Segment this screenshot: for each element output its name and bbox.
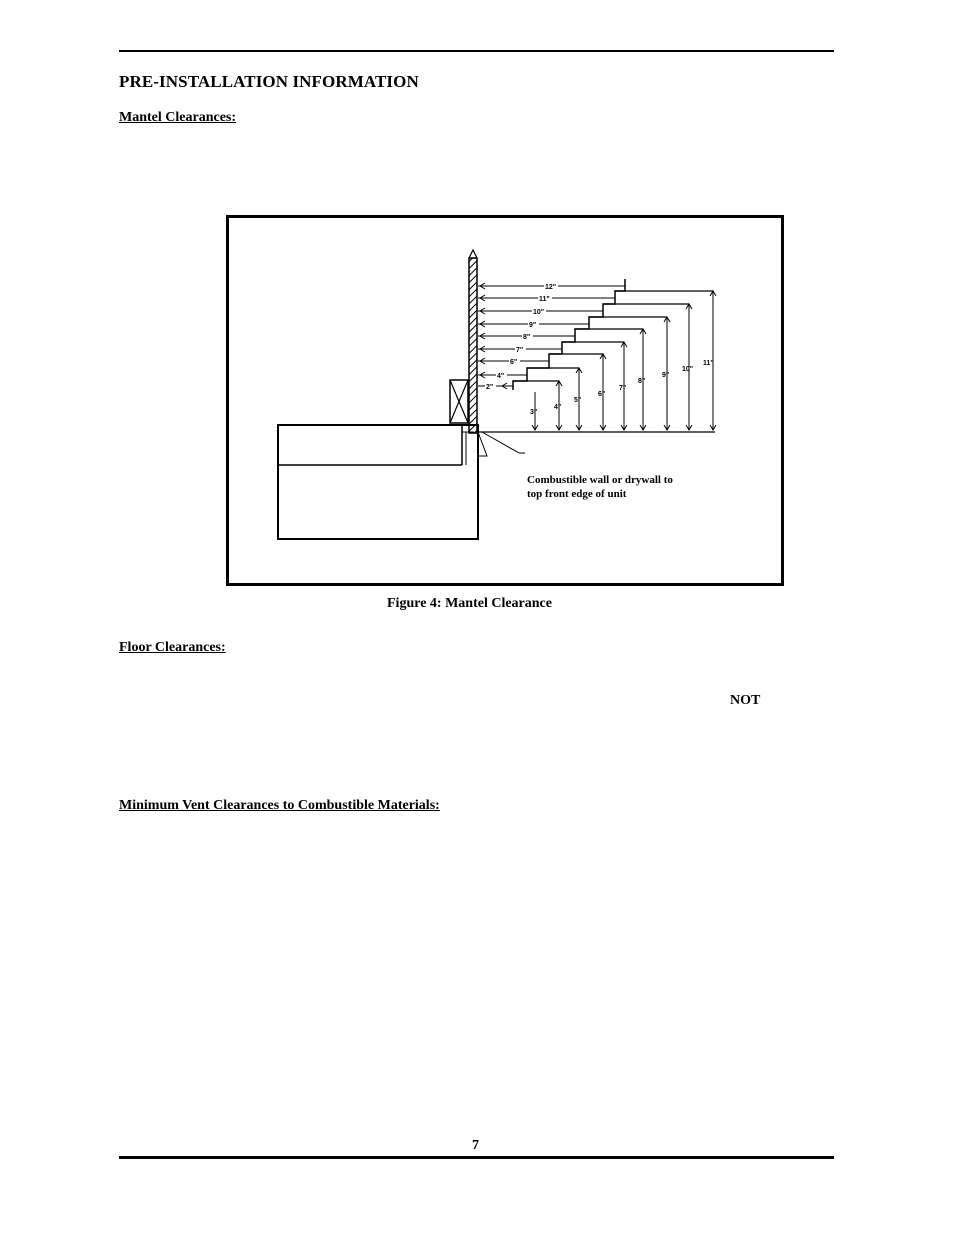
height-label: 10" bbox=[682, 366, 694, 373]
footer-rule bbox=[119, 1156, 834, 1159]
figure-caption: Figure 4: Mantel Clearance bbox=[387, 596, 552, 611]
unit-top-edge-baseline bbox=[478, 432, 715, 456]
section-title: PRE-INSTALLATION INFORMATION bbox=[119, 72, 419, 91]
header-rule bbox=[119, 50, 834, 52]
mantel-clearance-drawing bbox=[229, 218, 781, 583]
depth-label: 8" bbox=[523, 334, 531, 341]
emphasis-not: NOT bbox=[730, 693, 761, 708]
wall-note-line-1: Combustible wall or drywall to bbox=[527, 474, 673, 486]
depth-label: 12" bbox=[545, 284, 557, 291]
mantel-dimension-steps bbox=[478, 279, 716, 430]
depth-label: 7" bbox=[516, 347, 524, 354]
depth-label: 9" bbox=[529, 322, 537, 329]
height-label: 9" bbox=[662, 372, 670, 379]
height-label: 5" bbox=[574, 397, 582, 404]
height-label: 3" bbox=[530, 409, 538, 416]
floor-clearances-heading: Floor Clearances: bbox=[119, 640, 226, 655]
depth-label: 10" bbox=[533, 309, 545, 316]
depth-label: 2" bbox=[486, 384, 494, 391]
depth-label: 4" bbox=[497, 373, 505, 380]
vent-clearances-heading: Minimum Vent Clearances to Combustible Materials: bbox=[119, 798, 440, 813]
mantel-clearances-heading: Mantel Clearances: bbox=[119, 110, 237, 125]
combustible-wall bbox=[469, 250, 477, 433]
framing-block bbox=[450, 380, 468, 423]
page-number: 7 bbox=[472, 1138, 479, 1153]
height-label: 6" bbox=[598, 391, 606, 398]
height-label: 4" bbox=[554, 404, 562, 411]
height-label: 8" bbox=[638, 378, 646, 385]
wall-note-line-2: top front edge of unit bbox=[527, 488, 627, 500]
height-label: 7" bbox=[619, 385, 627, 392]
height-label: 11" bbox=[703, 360, 714, 367]
depth-label: 6" bbox=[510, 359, 518, 366]
fireplace-unit bbox=[278, 425, 478, 539]
mantel-clearance-figure bbox=[226, 215, 784, 586]
depth-label: 11" bbox=[539, 296, 550, 303]
